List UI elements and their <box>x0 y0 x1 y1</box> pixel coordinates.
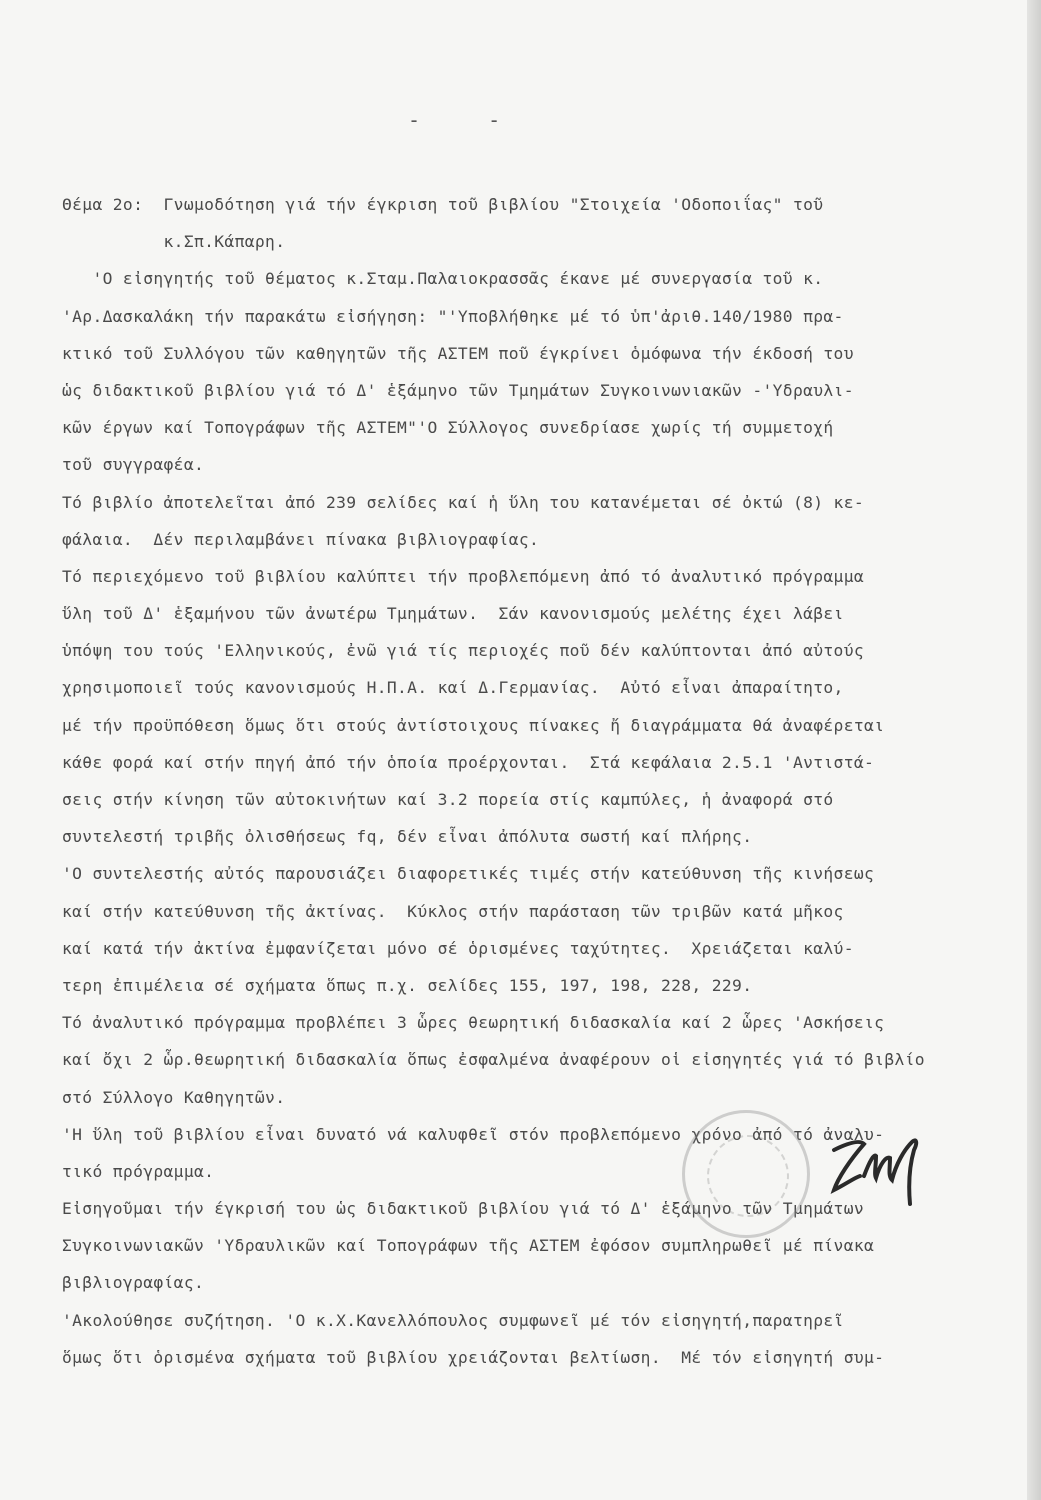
official-stamp <box>682 1110 810 1238</box>
text-line: ὡς διδακτικοῦ βιβλίου γιά τό Δ' ἑξάμηνο τῶν Τμημάτων Συγκοινωνιακῶν -'Υδραυλι- <box>62 380 854 400</box>
text-line: ὅμως ὅτι ὁρισμένα σχήματα τοῦ βιβλίου χρειάζονται βελτίωση. Μέ τόν εἰσηγητή συμ- <box>62 1347 885 1367</box>
text-line: τικό πρόγραμμα. <box>62 1161 215 1181</box>
text-line: 'Η ὕλη τοῦ βιβλίου εἶναι δυνατό νά καλυφθεῖ στόν προβλεπόμενο χρόνο ἀπό τό ἀναλυ- <box>62 1124 885 1144</box>
text-line: στό Σύλλογο Καθηγητῶν. <box>62 1087 286 1107</box>
text-line: Τό ἀναλυτικό πρόγραμμα προβλέπει 3 ὧρες θεωρητική διδασκαλία καί 2 ὧρες 'Ασκήσεις <box>62 1013 885 1033</box>
text-line: Συγκοινωνιακῶν 'Υδραυλικῶν καί Τοπογράφων τῆς ΑΣΤΕΜ ἐφόσον συμπληρωθεῖ μέ πίνακα <box>62 1236 875 1256</box>
text-line: Θέμα 2ο: Γνωμοδότηση γιά τήν έγκριση τοῦ βιβλίου "Στοιχεία 'Οδοποιΐας" τοῦ <box>62 195 824 214</box>
text-line: Τό βιβλίο ἀποτελεῖται ἀπό 239 σελίδες καί ἡ ὕλη του κατανέμεται σέ ὀκτώ (8) κε- <box>62 492 865 512</box>
page-header-dashes: - - <box>408 108 529 132</box>
text-line: φάλαια. Δέν περιλαμβάνει πίνακα βιβλιογραφίας. <box>62 529 540 549</box>
text-line: καί κατά τήν ἀκτίνα ἐμφανίζεται μόνο σέ ὁρισμένες ταχύτητες. Χρειάζεται καλύ- <box>62 938 854 958</box>
text-line: καί ὄχι 2 ὧρ.θεωρητική διδασκαλία ὅπως ἐσφαλμένα ἀναφέρουν οἱ εἰσηγητές γιά τό βιβλίο <box>62 1050 925 1070</box>
text-line: ὑπόψη του τούς 'Ελληνικούς, ἐνῶ γιά τίς περιοχές ποῦ δέν καλύπτονται ἀπό αὐτούς <box>62 641 865 661</box>
text-line: κῶν έργων καί Τοπογράφων τῆς ΑΣΤΕΜ"'Ο Σύλλογος συνεδρίασε χωρίς τή συμμετοχή <box>62 418 834 438</box>
text-line: 'Ακολούθησε συζήτηση. 'Ο κ.Χ.Κανελλόπουλος συμφωνεῖ μέ τόν εἰσηγητή,παρατηρεῖ <box>62 1310 844 1330</box>
text-line: συντελεστή τριβῆς ὀλισθήσεως fq, δέν εἶναι ἀπόλυτα σωστή καί πλήρης. <box>62 827 753 847</box>
text-line: κάθε φορά καί στήν πηγή ἀπό τήν ὁποία προέρχονται. Στά κεφάλαια 2.5.1 'Αντιστά- <box>62 752 875 772</box>
text-line: σεις στήν κίνηση τῶν αὐτοκινήτων καί 3.2 πορεία στίς καμπύλες, ἡ ἀναφορά στό <box>62 790 834 809</box>
text-line: τοῦ συγγραφέα. <box>62 455 205 475</box>
text-line: 'Ο συντελεστής αὐτός παρουσιάζει διαφορετικές τιμές στήν κατεύθυνση τῆς κινήσεως <box>62 864 875 884</box>
text-line: Εἰσηγοῦμαι τήν έγκρισή του ὡς διδακτικοῦ βιβλίου γιά τό Δ' ἑξάμηνο τῶν Τμημάτων <box>62 1199 865 1219</box>
text-line: 'Ο εἰσηγητής τοῦ θέματος κ.Σταμ.Παλαιοκρασσᾶς έκανε μέ συνεργασία τοῦ κ. <box>62 269 824 289</box>
text-line: κ.Σπ.Κάπαρη. <box>62 232 286 252</box>
text-line: βιβλιογραφίας. <box>62 1273 205 1293</box>
text-line: καί στήν κατεύθυνση τῆς ἀκτίνας. Κύκλος στήν παράσταση τῶν τριβῶν κατά μῆκος <box>62 901 844 921</box>
text-line: μέ τήν προϋπόθεση ὅμως ὅτι στούς ἀντίστοιχους πίνακες ἤ διαγράμματα θά ἀναφέρεται <box>62 715 885 735</box>
page-edge-shadow <box>1027 0 1041 1500</box>
text-line: κτικό τοῦ Συλλόγου τῶν καθηγητῶν τῆς ΑΣΤΕΜ ποῦ έγκρίνει ὁμόφωνα τήν έκδοσή του <box>62 343 854 363</box>
text-line: 'Αρ.Δασκαλάκη τήν παρακάτω εἰσήγηση: "'Υποβλήθηκε μέ τό ὑπ'ἀριθ.140/1980 πρα- <box>62 306 844 326</box>
text-line: χρησιμοποιεῖ τούς κανονισμούς Η.Π.Α. καί Δ.Γερμανίας. Αὐτό εἶναι ἀπαραίτητο, <box>62 678 844 698</box>
text-line: ὕλη τοῦ Δ' ἑξαμήνου τῶν ἀνωτέρω Τμημάτων. Σάν κανονισμούς μελέτης έχει λάβει <box>62 604 844 624</box>
handwritten-signature <box>820 1120 940 1210</box>
text-line: Τό περιεχόμενο τοῦ βιβλίου καλύπτει τήν προβλεπόμενη ἀπό τό ἀναλυτικό πρόγραμμα <box>62 566 865 586</box>
text-line: τερη ἐπιμέλεια σέ σχήματα ὅπως π.χ. σελίδες 155, 197, 198, 228, 229. <box>62 975 753 995</box>
